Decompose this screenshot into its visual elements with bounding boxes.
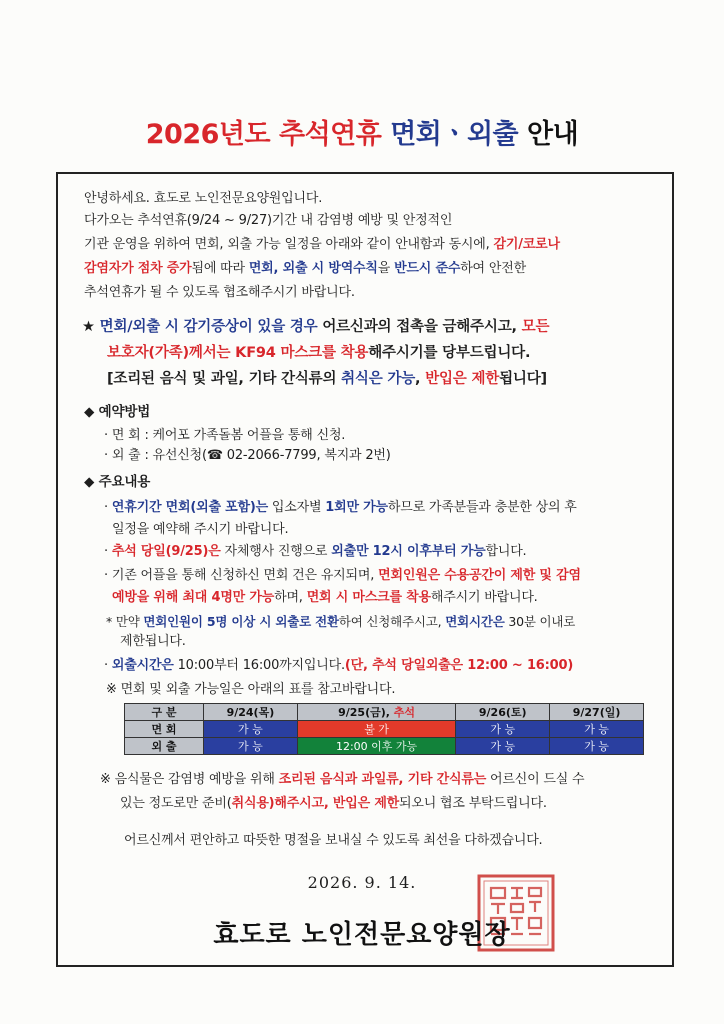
intro-l4b: 됨에 따라 — [191, 261, 249, 276]
b3e: 면회 시 마스크를 착용 — [306, 590, 431, 605]
intro-line-3 — [84, 237, 560, 253]
main-heading: ◆ 주요내용 — [84, 474, 151, 490]
main-bullet-4 — [106, 614, 575, 630]
reservation-outing: · 외 출 : 유선신청(☎ 02-2066-7799, 복지과 2번) — [104, 448, 391, 463]
main-bullet-2 — [104, 544, 527, 560]
issue-date: 2026. 9. 14. — [307, 873, 417, 892]
title-visit-out: 면회ㆍ외출 — [390, 119, 519, 150]
intro-line-5: 추석연휴가 될 수 있도록 협조해주시기 바랍니다. — [84, 285, 355, 300]
title-year: 2026년도 — [145, 119, 271, 150]
table-cell: 가 능 — [456, 738, 550, 755]
title-guide: 안내 — [527, 119, 579, 150]
notice-l2b: 해주시기를 당부드립니다. — [368, 345, 531, 361]
main-bullet-1-cont: 일정을 예약해 주시기 바랍니다. — [112, 522, 289, 537]
table-header-cell: 9/27(일) — [550, 704, 644, 721]
b1a: · — [104, 500, 112, 515]
row-label-outing: 외 출 — [125, 738, 204, 755]
food-l1b: 조리된 음식과 과일류, 기타 간식류는 — [278, 772, 487, 787]
table-header-cell: 구 분 — [125, 704, 204, 721]
header-holiday-label: 추석 — [393, 706, 416, 719]
notice-line-1 — [82, 318, 549, 336]
b4b: 면회인원이 5명 이상 시 외출로 전환 — [143, 614, 339, 629]
main-bullet-5 — [104, 658, 573, 674]
b4c: 하여 신청해주시고, — [338, 614, 446, 629]
b1c: 입소자별 — [267, 500, 326, 515]
table-cell: 불 가 — [297, 721, 455, 738]
table-cell: 가 능 — [204, 738, 298, 755]
intro-l4c: 면회, 외출 시 방역수칙 — [248, 261, 378, 276]
b2e: 합니다. — [485, 544, 527, 559]
table-note: ※ 면회 및 외출 가능일은 아래의 표를 참고바랍니다. — [106, 682, 396, 697]
table-cell: 가 능 — [550, 721, 644, 738]
b2c: 자체행사 진행으로 — [220, 544, 332, 559]
table-header-row — [125, 704, 644, 721]
page-title — [0, 112, 724, 151]
table-row — [125, 738, 644, 755]
notice-l3c: , — [415, 371, 426, 387]
table-cell: 가 능 — [204, 721, 298, 738]
notice-line-2 — [107, 344, 530, 362]
intro-l4f: 하여 안전한 — [460, 261, 526, 276]
b3d: 하며, — [274, 590, 307, 605]
notice-l1c: 모든 — [521, 319, 550, 335]
table-header-cell: 9/26(토) — [456, 704, 550, 721]
b5d: (단, 추석 당일외출은 12:00 ~ 16:00) — [344, 658, 574, 673]
food-l2c: 되오니 협조 부탁드립니다. — [399, 796, 547, 811]
b2a: · — [104, 544, 112, 559]
intro-l3a: 기관 운영을 위하여 면회, 외출 가능 일정을 아래와 같이 안내함과 동시에, — [84, 237, 494, 252]
b4d: 면회시간은 — [445, 614, 505, 629]
main-bullet-3-cont — [112, 590, 538, 606]
table-cell: 12:00 이후 가능 — [297, 738, 455, 755]
closing-text: 어르신께서 편안하고 따뜻한 명절을 보내실 수 있도록 최선을 다하겠습니다. — [124, 833, 543, 848]
food-l1c: 어르신이 드실 수 — [486, 772, 585, 787]
intro-line-4 — [84, 261, 526, 277]
table-cell: 가 능 — [550, 738, 644, 755]
b3c: 예방을 위해 최대 4명만 가능 — [112, 590, 275, 605]
intro-l4e: 반드시 준수 — [394, 261, 461, 276]
notice-l1a: 면회/외출 시 감기증상이 있을 경우 — [99, 319, 318, 335]
notice-l1b: 어르신과의 접촉을 금해주시고, — [317, 319, 522, 335]
intro-line-1: 안녕하세요. 효도로 노인전문요양원입니다. — [84, 191, 323, 206]
intro-line-2: 다가오는 추석연휴(9/24 ~ 9/27)기간 내 감염병 예방 및 안정적인 — [84, 213, 453, 228]
header-date-chuseok: 9/25(금), — [338, 706, 394, 719]
b3a: · 기존 어플을 통해 신청하신 면회 건은 유지되며, — [104, 568, 379, 583]
food-l2a: 있는 정도로만 준비( — [120, 796, 232, 811]
b1e: 하므로 가족분들과 충분한 상의 후 — [387, 500, 577, 515]
b4e: 30분 이내로 — [504, 614, 576, 629]
main-bullet-4-cont: 제한됩니다. — [120, 634, 186, 649]
star-icon: ★ — [82, 319, 95, 335]
reservation-visit: · 면 회 : 케어포 가족돌봄 어플을 통해 신청. — [104, 428, 346, 443]
intro-l4a: 감염자가 점차 증가 — [84, 261, 192, 276]
intro-l4d: 을 — [377, 261, 395, 276]
title-holiday: 추석연휴 — [278, 119, 382, 150]
notice-l3d: 반입은 제한 — [425, 371, 500, 387]
b2d: 외출만 12시 이후부터 가능 — [331, 544, 486, 559]
row-label-visit: 면 회 — [125, 721, 204, 738]
table-header-cell: 9/24(목) — [204, 704, 298, 721]
schedule-table — [124, 703, 644, 755]
notice-l2a: 보호자(가족)께서는 KF94 마스크를 착용 — [107, 345, 369, 361]
b4a: * 만약 — [106, 614, 144, 629]
food-l2b: 취식용)해주시고, 반입은 제한 — [231, 796, 400, 811]
signature-issuer: 효도로 노인전문요양원장 — [213, 920, 511, 950]
food-note-line-2 — [120, 796, 547, 812]
table-row — [125, 721, 644, 738]
table-cell: 가 능 — [456, 721, 550, 738]
notice-l3a: [조리된 음식 및 과일, 기타 간식류의 — [107, 371, 342, 387]
b2b: 추석 당일(9/25)은 — [111, 544, 221, 559]
b3b: 면회인원은 수용공간이 제한 및 감염 — [378, 568, 581, 583]
reservation-heading: ◆ 예약방법 — [84, 404, 151, 420]
notice-l3b: 취식은 가능 — [341, 371, 416, 387]
main-bullet-3 — [104, 568, 581, 584]
table-header-cell — [297, 704, 455, 721]
b1d: 1회만 가능 — [325, 500, 388, 515]
food-l1a: ※ 음식물은 감염병 예방을 위해 — [100, 772, 279, 787]
notice-line-3 — [107, 370, 547, 388]
b1b: 연휴기간 면회(외출 포함)는 — [111, 500, 268, 515]
main-bullet-1 — [104, 500, 577, 516]
b3f: 해주시기 바랍니다. — [430, 590, 538, 605]
b5a: · — [104, 658, 112, 673]
intro-l3b: 감기/코로나 — [493, 237, 560, 252]
food-note-line-1 — [100, 772, 584, 788]
notice-l3e: 됩니다] — [499, 371, 547, 387]
b5c: 10:00부터 16:00까지입니다. — [173, 658, 345, 673]
b5b: 외출시간은 — [111, 658, 174, 673]
